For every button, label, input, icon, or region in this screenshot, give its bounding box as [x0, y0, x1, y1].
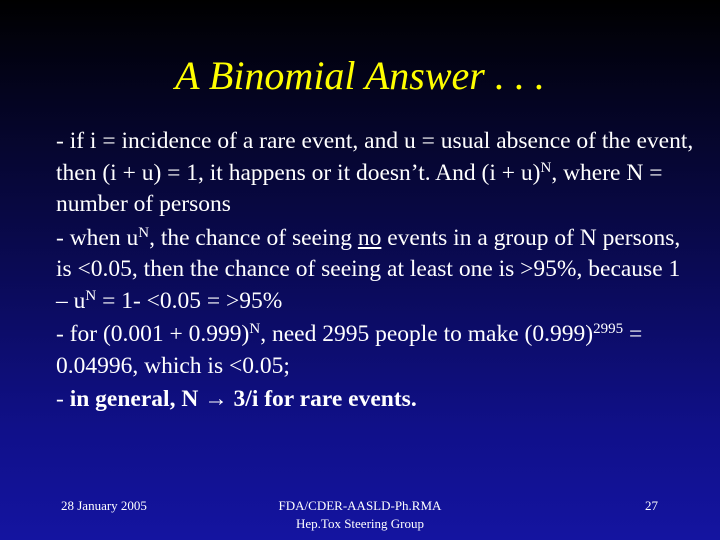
bullet-example-text-mid: , need 2995 people to make (0.999): [260, 321, 594, 347]
bullet-chance: [56, 223, 696, 318]
bullet-incidence-text: - if i = incidence of a rare event, and u = usual absence of the event, then (i + u) = 1, it happens or it doesn’t. And (i + u): [56, 128, 694, 186]
bullet-incidence-text-end: , where N = number of persons: [56, 159, 663, 217]
bullet-example-text: - for (0.001 + 0.999): [56, 321, 250, 347]
bullet-chance-text-cont: events in a group of N persons, is <0.05, then the chance of seeing at least one is >95%, because 1 – u: [56, 224, 681, 314]
bullet-general-dash: -: [56, 386, 70, 412]
bullet-general: [56, 384, 696, 416]
slide-title: A Binomial Answer . . .: [175, 53, 545, 98]
footer-date: 28 January 2005: [61, 498, 147, 513]
footer-org-line1: FDA/CDER-AASLD-Ph.RMA: [278, 498, 442, 513]
bullet-chance-text-mid: , the chance of seeing: [149, 224, 358, 251]
underlined-no: no: [357, 224, 382, 251]
superscript-n: N: [540, 159, 552, 176]
bullet-example-text-end: = 0.04996, which is <0.05;: [56, 321, 643, 379]
bullet-example: [56, 319, 696, 382]
footer-organization: [240, 497, 480, 533]
bullet-general-bold: in general, N → 3/i for rare events.: [69, 386, 417, 412]
footer-page-number: 27: [645, 498, 658, 513]
bullet-incidence: [56, 126, 696, 221]
superscript-n: N: [249, 321, 261, 337]
bullet-chance-text: - when u: [56, 224, 139, 251]
superscript-n: N: [138, 224, 150, 241]
superscript-n: N: [85, 287, 97, 304]
superscript-2995: 2995: [593, 321, 624, 337]
slide-body: [56, 126, 696, 418]
footer-org-line2: Hep.Tox Steering Group: [296, 516, 424, 531]
bullet-chance-text-end: = 1- <0.05 = >95%: [96, 287, 283, 314]
